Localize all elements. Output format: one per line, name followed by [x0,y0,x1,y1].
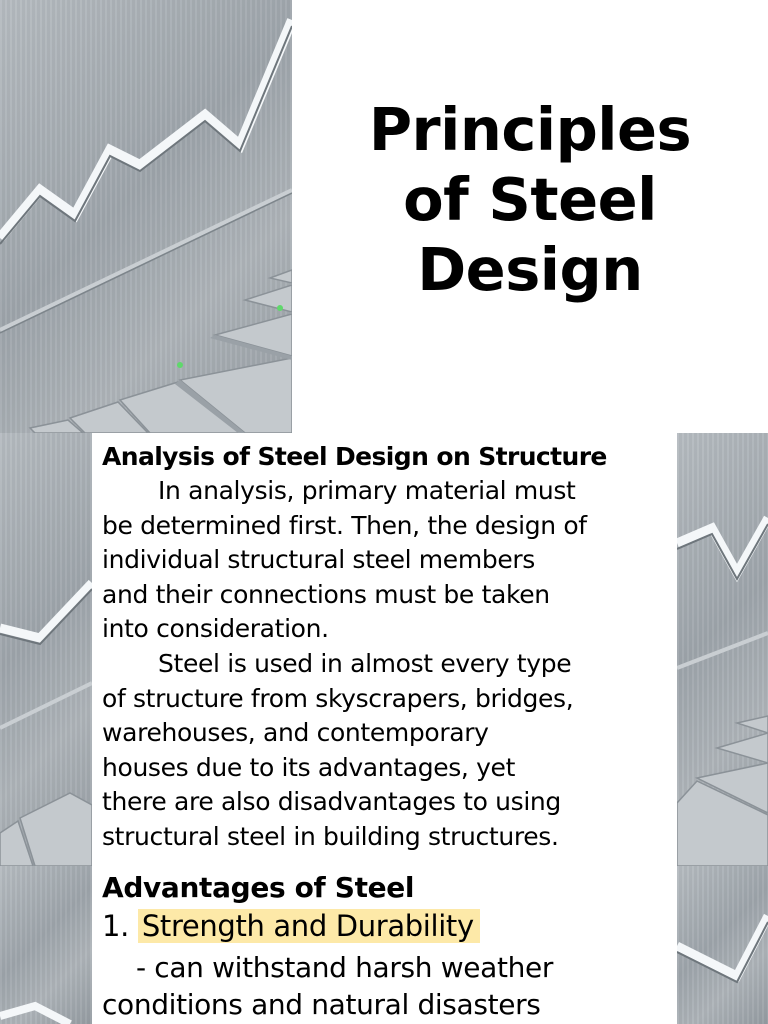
advantage-label-highlighted: Strength and Durability [138,909,480,943]
paragraph-line: there are also disadvantages to using [102,787,561,816]
paragraph-line: be determined first. Then, the design of [102,510,587,540]
advantage-description [102,949,553,1023]
stair-arrow-photo-right [677,433,768,866]
paragraph-line: individual structural steel members [102,545,535,574]
paragraph-line: houses due to its advantages, yet [102,752,516,782]
title-line-3: Design [417,235,643,304]
paragraph-line: In analysis, primary material must [158,476,576,505]
stair-arrow-photo-right-bottom [677,866,768,1024]
stair-arrow-photo-left-bottom [0,866,92,1024]
stair-arrow-photo [0,0,292,433]
advantages-heading: Advantages of Steel [102,871,415,904]
page-title [300,95,760,305]
paragraph-line: Steel is used in almost every type [158,649,572,678]
description-line: conditions and natural disasters [102,988,541,1021]
advantage-item-1 [102,909,480,943]
title-line-2: of Steel [403,165,657,234]
content-column [92,433,677,1024]
paragraph-analysis [102,474,672,647]
advantage-number: 1. [102,909,129,943]
stair-arrow-photo-left [0,433,92,866]
section-heading: Analysis of Steel Design on Structure [102,442,607,471]
paragraph-line: and their connections must be taken [102,579,550,609]
paragraph-line: of structure from skyscrapers, bridges, [102,683,574,713]
title-line-1: Principles [368,95,692,164]
description-line: - can withstand harsh weather [136,951,554,984]
paragraph-line: structural steel in building structures. [102,821,559,851]
paragraph-line: into consideration. [102,614,329,643]
paragraph-line: warehouses, and contemporary [102,718,489,747]
paragraph-usage [102,647,672,854]
